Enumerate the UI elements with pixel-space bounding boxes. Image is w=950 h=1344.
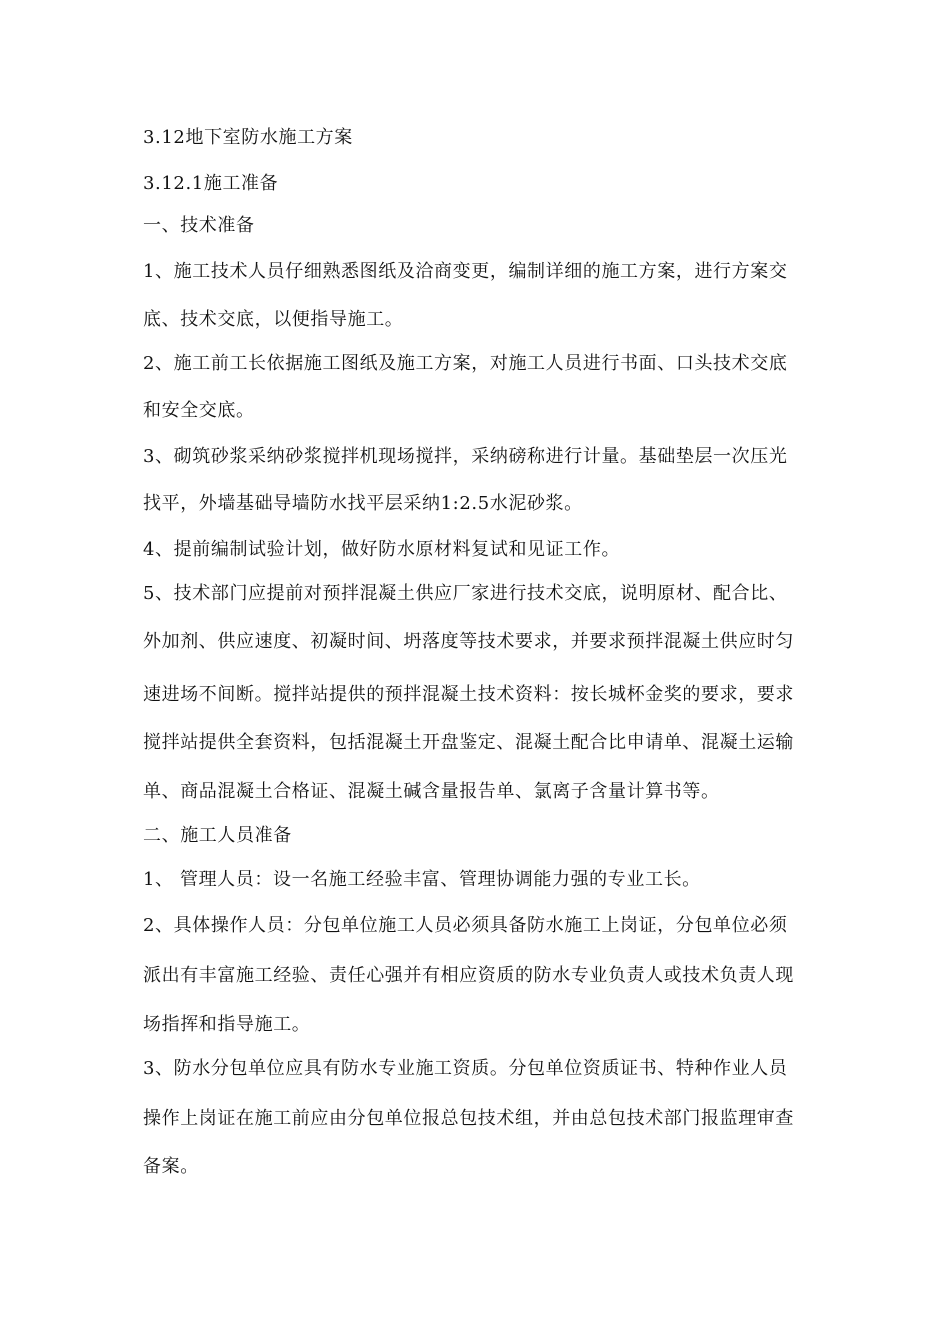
paragraph-line: 5、技术部门应提前对预拌混凝土供应厂家进行技术交底，说明原材、配合比、: [143, 583, 788, 604]
paragraph-line: 派出有丰富施工经验、责任心强并有相应资质的防水专业负责人或技术负责人现: [143, 965, 794, 986]
paragraph-line: 3、防水分包单位应具有防水专业施工资质。分包单位资质证书、特种作业人员: [143, 1058, 788, 1079]
section-heading: 3.12地下室防水施工方案: [143, 127, 353, 148]
paragraph-line: 和安全交底。: [143, 400, 255, 421]
part-heading-personnel: 二、施工人员准备: [143, 825, 292, 846]
paragraph-line: 找平，外墙基础导墙防水找平层采纳1:2.5水泥砂浆。: [143, 493, 583, 514]
subsection-heading: 3.12.1施工准备: [143, 173, 279, 194]
paragraph-line: 2、施工前工长依据施工图纸及施工方案，对施工人员进行书面、口头技术交底: [143, 353, 788, 374]
paragraph-line: 外加剂、供应速度、初凝时间、坍落度等技术要求，并要求预拌混凝土供应时匀: [143, 631, 794, 652]
part-heading-technical: 一、技术准备: [143, 215, 255, 236]
paragraph-line: 底、技术交底，以便指导施工。: [143, 309, 404, 330]
paragraph-line: 速进场不间断。搅拌站提供的预拌混凝土技术资料：按长城杯金奖的要求，要求: [143, 684, 794, 705]
paragraph-line: 备案。: [143, 1156, 199, 1177]
paragraph-line: 3、砌筑砂浆采纳砂浆搅拌机现场搅拌，采纳磅称进行计量。基础垫层一次压光: [143, 446, 788, 467]
paragraph-line: 场指挥和指导施工。: [143, 1014, 311, 1035]
paragraph-line: 1、 管理人员：设一名施工经验丰富、管理协调能力强的专业工长。: [143, 869, 701, 890]
paragraph-line: 搅拌站提供全套资料，包括混凝土开盘鉴定、混凝土配合比申请单、混凝土运输: [143, 732, 794, 753]
paragraph-line: 2、具体操作人员：分包单位施工人员必须具备防水施工上岗证，分包单位必须: [143, 915, 788, 936]
paragraph-line: 操作上岗证在施工前应由分包单位报总包技术组，并由总包技术部门报监理审查: [143, 1108, 794, 1129]
paragraph-line: 单、商品混凝土合格证、混凝土碱含量报告单、氯离子含量计算书等。: [143, 781, 720, 802]
paragraph-line: 1、施工技术人员仔细熟悉图纸及洽商变更，编制详细的施工方案，进行方案交: [143, 261, 788, 282]
paragraph-line: 4、提前编制试验计划，做好防水原材料复试和见证工作。: [143, 539, 621, 560]
